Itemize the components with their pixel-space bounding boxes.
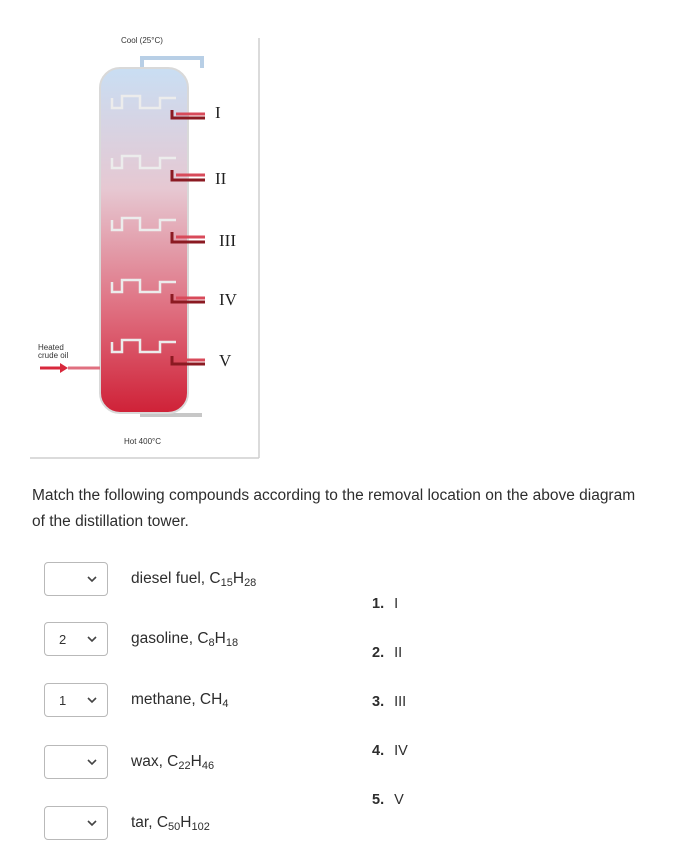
chevron-down-icon: [85, 693, 99, 707]
answer-item: 1. I: [372, 596, 399, 612]
chevron-down-icon: [85, 632, 99, 646]
chevron-down-icon: [85, 755, 99, 769]
answer-item: 3. III: [372, 694, 407, 710]
fraction-label-V: V: [219, 351, 232, 370]
chevron-down-icon: [85, 572, 99, 586]
selected-value: 2: [59, 632, 67, 647]
chevron-down-icon: [85, 816, 99, 830]
fraction-label-IV: IV: [219, 290, 237, 309]
fraction-label-II: II: [215, 169, 227, 188]
compound-gasoline: gasoline, $C_8H_{18}$: [131, 630, 239, 649]
compound-diesel: diesel fuel, $C_{15}H_{28}$: [131, 570, 257, 589]
tower-graphic: [0, 0, 280, 470]
match-row-wax: [44, 745, 344, 781]
match-select-tar[interactable]: [44, 806, 108, 840]
hot-label: Hot 400°C: [124, 437, 161, 446]
answer-item: 4. IV: [372, 743, 408, 759]
cool-label: Cool (25°C): [121, 36, 163, 45]
question-text: Match the following compounds according to the removal location on the above diagram of the distillation tower.: [32, 487, 636, 530]
fraction-label-III: III: [219, 231, 236, 250]
match-row-tar: [44, 806, 344, 842]
compound-wax: wax, $C_{22}H_{46}$: [131, 753, 215, 772]
match-select-wax[interactable]: [44, 745, 108, 779]
match-select-diesel[interactable]: [44, 562, 108, 596]
distillation-tower-diagram: [0, 0, 280, 470]
match-row-diesel: [44, 562, 344, 598]
compound-tar: tar, $C_{50}H_{102}$: [131, 814, 210, 833]
fraction-label-I: I: [215, 103, 221, 122]
match-select-methane[interactable]: [44, 683, 108, 717]
match-select-gasoline[interactable]: [44, 622, 108, 656]
feed-label-line2: crude oil: [38, 351, 69, 360]
selected-value: 1: [59, 693, 67, 708]
feed-label-line1: Heated: [38, 343, 64, 352]
compound-methane: methane, $CH_4$: [131, 691, 229, 710]
match-row-gasoline: [44, 622, 344, 658]
match-row-methane: [44, 683, 344, 719]
answer-item: 2. II: [372, 645, 403, 661]
feed-arrow-head: [60, 363, 68, 373]
answer-item: 5. V: [372, 792, 404, 808]
